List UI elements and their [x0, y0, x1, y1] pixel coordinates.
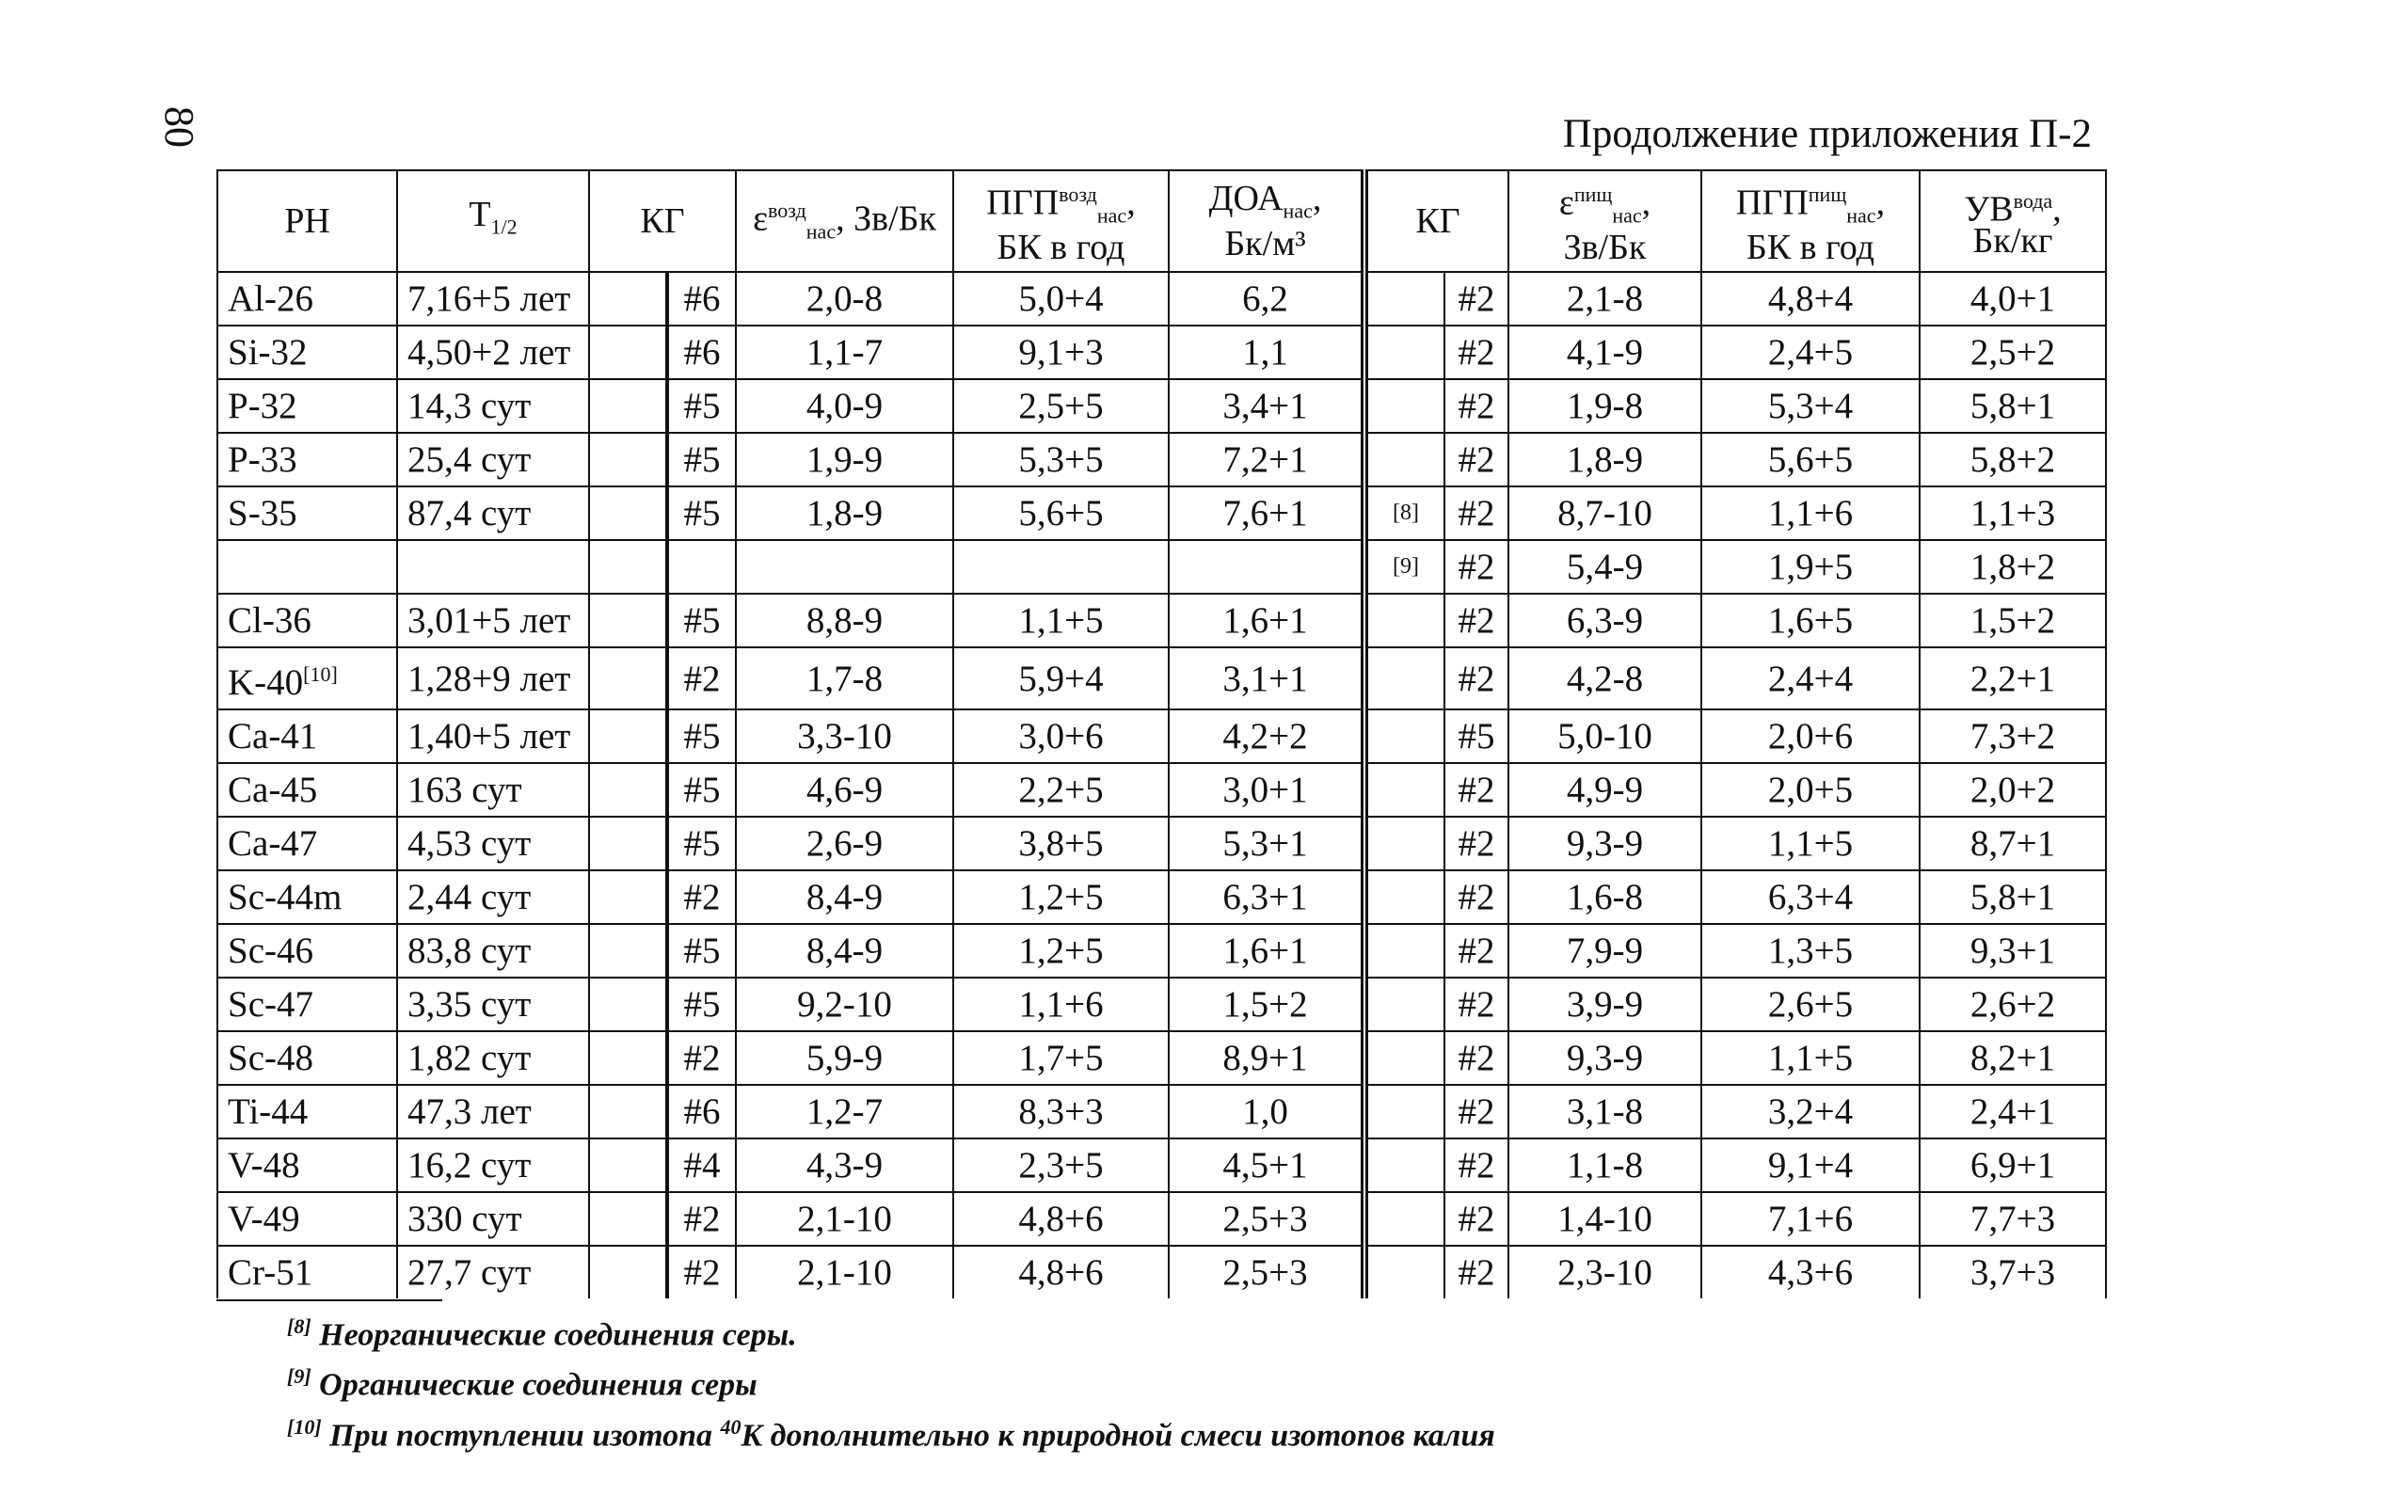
- cell-kg-food: #2: [1444, 763, 1508, 817]
- cell-eps-food: 4,2-8: [1508, 647, 1701, 709]
- cell-eps-food: 8,7-10: [1508, 486, 1701, 540]
- cell-kg-air: #5: [667, 709, 736, 763]
- header-rn: РН: [217, 170, 397, 272]
- cell-eps-food: 3,1-8: [1508, 1085, 1701, 1138]
- cell-kg-air: #2: [667, 1031, 736, 1085]
- cell-kg-air-spacer: [589, 817, 667, 870]
- cell-half-life: 1,82 сут: [397, 1031, 589, 1085]
- cell-pgp-food: 2,0+5: [1701, 763, 1920, 817]
- cell-nuclide: Al-26: [217, 272, 397, 326]
- cell-pgp-air: 4,8+6: [953, 1246, 1169, 1298]
- footnote-8: [8] Неорганические соединения серы.: [287, 1314, 797, 1353]
- table-row: [217, 1138, 2106, 1192]
- cell-half-life: 87,4 сут: [397, 486, 589, 540]
- cell-uv-water: 5,8+1: [1920, 870, 2106, 924]
- cell-half-life: 47,3 лет: [397, 1085, 589, 1138]
- cell-half-life: 83,8 сут: [397, 924, 589, 978]
- cell-pgp-food: 6,3+4: [1701, 870, 1920, 924]
- cell-kg-air-spacer: [589, 540, 667, 594]
- cell-nuclide: V-48: [217, 1138, 397, 1192]
- cell-pgp-food: 2,6+5: [1701, 978, 1920, 1031]
- cell-eps-food: 5,0-10: [1508, 709, 1701, 763]
- cell-uv-water: 1,1+3: [1920, 486, 2106, 540]
- table-row: [217, 1192, 2106, 1246]
- cell-half-life: 27,7 сут: [397, 1246, 589, 1298]
- header-kg-air: КГ: [589, 170, 736, 272]
- cell-doa: 7,2+1: [1169, 433, 1364, 486]
- cell-eps-air: 4,6-9: [736, 763, 953, 817]
- cell-eps-air: 4,0-9: [736, 379, 953, 433]
- table-header-row: [217, 170, 2106, 272]
- cell-kg-air-spacer: [589, 924, 667, 978]
- cell-pgp-air: 5,3+5: [953, 433, 1169, 486]
- cell-doa: 1,5+2: [1169, 978, 1364, 1031]
- cell-pgp-air: 1,1+5: [953, 594, 1169, 647]
- cell-half-life: 16,2 сут: [397, 1138, 589, 1192]
- cell-kg-air: #5: [667, 379, 736, 433]
- cell-eps-air: 9,2-10: [736, 978, 953, 1031]
- cell-eps-air: 1,9-9: [736, 433, 953, 486]
- cell-nuclide: Ca-41: [217, 709, 397, 763]
- cell-note-ref: [9]: [1364, 540, 1444, 594]
- cell-kg-air-spacer: [589, 1192, 667, 1246]
- cell-uv-water: 5,8+2: [1920, 433, 2106, 486]
- cell-half-life: [397, 540, 589, 594]
- cell-pgp-air: 1,2+5: [953, 924, 1169, 978]
- cell-kg-food: #2: [1444, 978, 1508, 1031]
- cell-note-ref: [1364, 1031, 1444, 1085]
- cell-uv-water: 2,6+2: [1920, 978, 2106, 1031]
- cell-pgp-food: 3,2+4: [1701, 1085, 1920, 1138]
- cell-pgp-air: 5,0+4: [953, 272, 1169, 326]
- cell-uv-water: 5,8+1: [1920, 379, 2106, 433]
- cell-eps-food: 6,3-9: [1508, 594, 1701, 647]
- cell-eps-food: 4,1-9: [1508, 326, 1701, 379]
- cell-uv-water: 7,3+2: [1920, 709, 2106, 763]
- cell-note-ref: [1364, 763, 1444, 817]
- cell-kg-air: #2: [667, 870, 736, 924]
- cell-eps-food: 1,4-10: [1508, 1192, 1701, 1246]
- cell-pgp-food: 9,1+4: [1701, 1138, 1920, 1192]
- cell-doa: 4,2+2: [1169, 709, 1364, 763]
- cell-kg-food: #2: [1444, 1085, 1508, 1138]
- cell-pgp-air: 1,7+5: [953, 1031, 1169, 1085]
- cell-pgp-food: 5,6+5: [1701, 433, 1920, 486]
- cell-eps-air: 2,6-9: [736, 817, 953, 870]
- page-caption: Продолжение приложения П-2: [1562, 112, 2092, 156]
- table-row: [217, 924, 2106, 978]
- cell-half-life: 14,3 сут: [397, 379, 589, 433]
- footnote-10: [10] При поступлении изотопа $^{40}$K дополнительно к природной смеси изотопов калия: [287, 1414, 1495, 1453]
- cell-pgp-air: 3,0+6: [953, 709, 1169, 763]
- cell-nuclide: P-33: [217, 433, 397, 486]
- cell-kg-air-spacer: [589, 978, 667, 1031]
- cell-doa: 4,5+1: [1169, 1138, 1364, 1192]
- cell-eps-food: 9,3-9: [1508, 1031, 1701, 1085]
- cell-uv-water: 1,5+2: [1920, 594, 2106, 647]
- cell-pgp-air: 2,3+5: [953, 1138, 1169, 1192]
- cell-nuclide: Sc-47: [217, 978, 397, 1031]
- cell-kg-food: #2: [1444, 540, 1508, 594]
- header-eps-food: $\varepsilon^{пищ}_{нас}$, Зв/Бк: [1508, 170, 1701, 272]
- cell-uv-water: 2,2+1: [1920, 647, 2106, 709]
- cell-eps-air: 8,4-9: [736, 870, 953, 924]
- cell-kg-air: #5: [667, 486, 736, 540]
- cell-doa: 7,6+1: [1169, 486, 1364, 540]
- cell-note-ref: [1364, 1138, 1444, 1192]
- cell-pgp-food: 1,3+5: [1701, 924, 1920, 978]
- footnote-divider: [216, 1299, 442, 1301]
- cell-eps-food: 1,1-8: [1508, 1138, 1701, 1192]
- cell-pgp-food: 5,3+4: [1701, 379, 1920, 433]
- cell-pgp-air: 2,5+5: [953, 379, 1169, 433]
- table-row: [217, 326, 2106, 379]
- cell-kg-food: #2: [1444, 272, 1508, 326]
- cell-eps-air: 2,0-8: [736, 272, 953, 326]
- cell-eps-air: 5,9-9: [736, 1031, 953, 1085]
- cell-note-ref: [1364, 870, 1444, 924]
- cell-pgp-food: 1,1+6: [1701, 486, 1920, 540]
- radionuclide-table: [216, 169, 2107, 1298]
- cell-pgp-air: 5,6+5: [953, 486, 1169, 540]
- cell-pgp-food: 4,3+6: [1701, 1246, 1920, 1298]
- cell-uv-water: 8,2+1: [1920, 1031, 2106, 1085]
- cell-kg-food: #2: [1444, 594, 1508, 647]
- cell-pgp-food: 2,0+6: [1701, 709, 1920, 763]
- cell-pgp-air: 8,3+3: [953, 1085, 1169, 1138]
- cell-eps-air: 8,4-9: [736, 924, 953, 978]
- cell-eps-air: 2,1-10: [736, 1246, 953, 1298]
- cell-uv-water: 8,7+1: [1920, 817, 2106, 870]
- cell-nuclide: Sc-44m: [217, 870, 397, 924]
- cell-kg-food: #5: [1444, 709, 1508, 763]
- cell-note-ref: [1364, 817, 1444, 870]
- header-uv-water: $УВ^{вода}$, Бк/кг: [1920, 170, 2106, 272]
- cell-half-life: 3,35 сут: [397, 978, 589, 1031]
- cell-nuclide: P-32: [217, 379, 397, 433]
- cell-uv-water: 2,4+1: [1920, 1085, 2106, 1138]
- cell-kg-air: #2: [667, 1192, 736, 1246]
- cell-doa: 6,3+1: [1169, 870, 1364, 924]
- cell-doa: 8,9+1: [1169, 1031, 1364, 1085]
- cell-uv-water: 3,7+3: [1920, 1246, 2106, 1298]
- cell-doa: 1,6+1: [1169, 594, 1364, 647]
- cell-pgp-air: 2,2+5: [953, 763, 1169, 817]
- cell-kg-air-spacer: [589, 1246, 667, 1298]
- cell-eps-air: 3,3-10: [736, 709, 953, 763]
- cell-eps-air: 8,8-9: [736, 594, 953, 647]
- cell-kg-air: #4: [667, 1138, 736, 1192]
- cell-pgp-food: 1,9+5: [1701, 540, 1920, 594]
- page-number: 80: [156, 106, 202, 148]
- cell-kg-air: #6: [667, 272, 736, 326]
- cell-kg-air: #5: [667, 433, 736, 486]
- cell-nuclide: Si-32: [217, 326, 397, 379]
- cell-uv-water: 4,0+1: [1920, 272, 2106, 326]
- cell-kg-air: [667, 540, 736, 594]
- cell-eps-food: 1,8-9: [1508, 433, 1701, 486]
- cell-eps-food: 5,4-9: [1508, 540, 1701, 594]
- cell-note-ref: [1364, 272, 1444, 326]
- cell-kg-food: #2: [1444, 1192, 1508, 1246]
- cell-pgp-food: 1,1+5: [1701, 817, 1920, 870]
- table-row: [217, 709, 2106, 763]
- cell-uv-water: 9,3+1: [1920, 924, 2106, 978]
- cell-kg-food: #2: [1444, 1138, 1508, 1192]
- cell-note-ref: [8]: [1364, 486, 1444, 540]
- cell-kg-air: #2: [667, 1246, 736, 1298]
- table-row: [217, 433, 2106, 486]
- cell-kg-food: #2: [1444, 924, 1508, 978]
- cell-half-life: 163 сут: [397, 763, 589, 817]
- table-row: [217, 272, 2106, 326]
- cell-pgp-air: 9,1+3: [953, 326, 1169, 379]
- cell-note-ref: [1364, 709, 1444, 763]
- cell-nuclide: [217, 540, 397, 594]
- cell-kg-air: #5: [667, 763, 736, 817]
- cell-half-life: 3,01+5 лет: [397, 594, 589, 647]
- cell-kg-air: #5: [667, 594, 736, 647]
- table-row: [217, 870, 2106, 924]
- header-pgp-food: $ПГП^{пищ}_{нас}$, БК в год: [1701, 170, 1920, 272]
- cell-half-life: 4,53 сут: [397, 817, 589, 870]
- cell-eps-food: 3,9-9: [1508, 978, 1701, 1031]
- cell-kg-food: #2: [1444, 486, 1508, 540]
- cell-kg-air: #6: [667, 326, 736, 379]
- cell-nuclide: S-35: [217, 486, 397, 540]
- header-doa: $ДОА_{нас}$, Бк/м³: [1169, 170, 1364, 272]
- cell-kg-air: #5: [667, 924, 736, 978]
- cell-pgp-food: 1,1+5: [1701, 1031, 1920, 1085]
- table-row: [217, 763, 2106, 817]
- cell-pgp-food: 4,8+4: [1701, 272, 1920, 326]
- cell-kg-food: #2: [1444, 817, 1508, 870]
- cell-kg-air-spacer: [589, 709, 667, 763]
- cell-doa: 3,1+1: [1169, 647, 1364, 709]
- cell-kg-food: #2: [1444, 647, 1508, 709]
- cell-eps-food: 2,3-10: [1508, 1246, 1701, 1298]
- cell-doa: 1,6+1: [1169, 924, 1364, 978]
- cell-kg-air: #5: [667, 817, 736, 870]
- cell-note-ref: [1364, 433, 1444, 486]
- cell-note-ref: [1364, 379, 1444, 433]
- cell-doa: 3,0+1: [1169, 763, 1364, 817]
- cell-doa: 6,2: [1169, 272, 1364, 326]
- cell-kg-air-spacer: [589, 1031, 667, 1085]
- table-row: [217, 1085, 2106, 1138]
- cell-kg-air-spacer: [589, 433, 667, 486]
- cell-doa: 3,4+1: [1169, 379, 1364, 433]
- cell-doa: 2,5+3: [1169, 1246, 1364, 1298]
- cell-kg-food: #2: [1444, 1246, 1508, 1298]
- cell-eps-food: 7,9-9: [1508, 924, 1701, 978]
- cell-half-life: 1,28+9 лет: [397, 647, 589, 709]
- cell-eps-air: 1,2-7: [736, 1085, 953, 1138]
- cell-doa: [1169, 540, 1364, 594]
- cell-note-ref: [1364, 594, 1444, 647]
- cell-kg-food: #2: [1444, 870, 1508, 924]
- cell-pgp-air: 1,2+5: [953, 870, 1169, 924]
- table-row: [217, 1031, 2106, 1085]
- cell-kg-air-spacer: [589, 272, 667, 326]
- cell-kg-air-spacer: [589, 379, 667, 433]
- cell-eps-food: 1,6-8: [1508, 870, 1701, 924]
- cell-eps-air: 1,7-8: [736, 647, 953, 709]
- cell-kg-food: #2: [1444, 379, 1508, 433]
- cell-note-ref: [1364, 978, 1444, 1031]
- cell-eps-food: 1,9-8: [1508, 379, 1701, 433]
- cell-nuclide: Cl-36: [217, 594, 397, 647]
- table-row: [217, 594, 2106, 647]
- table-row: [217, 817, 2106, 870]
- cell-nuclide: K-40[10]: [217, 647, 397, 709]
- cell-kg-air-spacer: [589, 763, 667, 817]
- cell-eps-food: 4,9-9: [1508, 763, 1701, 817]
- cell-eps-air: 4,3-9: [736, 1138, 953, 1192]
- cell-kg-air-spacer: [589, 1138, 667, 1192]
- cell-kg-air: #2: [667, 647, 736, 709]
- cell-half-life: 7,16+5 лет: [397, 272, 589, 326]
- cell-eps-air: 1,8-9: [736, 486, 953, 540]
- cell-pgp-food: 1,6+5: [1701, 594, 1920, 647]
- table-row: [217, 647, 2106, 709]
- cell-kg-air-spacer: [589, 594, 667, 647]
- cell-uv-water: 2,0+2: [1920, 763, 2106, 817]
- cell-kg-air-spacer: [589, 647, 667, 709]
- header-kg-food: КГ: [1364, 170, 1508, 272]
- cell-doa: 5,3+1: [1169, 817, 1364, 870]
- cell-pgp-air: 3,8+5: [953, 817, 1169, 870]
- cell-pgp-air: [953, 540, 1169, 594]
- table-row: [217, 486, 2106, 540]
- cell-doa: 1,1: [1169, 326, 1364, 379]
- table-body: [217, 272, 2106, 1298]
- cell-pgp-food: 2,4+5: [1701, 326, 1920, 379]
- cell-eps-food: 2,1-8: [1508, 272, 1701, 326]
- header-half-life: $T_{1/2}$: [397, 170, 589, 272]
- cell-pgp-air: 5,9+4: [953, 647, 1169, 709]
- cell-eps-air: 1,1-7: [736, 326, 953, 379]
- footnotes: [287, 1306, 1495, 1456]
- footnote-9: [9] Органические соединения серы: [287, 1364, 757, 1403]
- cell-half-life: 1,40+5 лет: [397, 709, 589, 763]
- cell-note-ref: [1364, 326, 1444, 379]
- cell-kg-air-spacer: [589, 326, 667, 379]
- table-row: [217, 978, 2106, 1031]
- cell-pgp-food: 2,4+4: [1701, 647, 1920, 709]
- cell-pgp-food: 7,1+6: [1701, 1192, 1920, 1246]
- cell-kg-food: #2: [1444, 433, 1508, 486]
- cell-pgp-air: 1,1+6: [953, 978, 1169, 1031]
- cell-note-ref: [1364, 1192, 1444, 1246]
- cell-kg-air-spacer: [589, 870, 667, 924]
- table-row: [217, 1246, 2106, 1298]
- cell-half-life: 4,50+2 лет: [397, 326, 589, 379]
- cell-half-life: 2,44 сут: [397, 870, 589, 924]
- table-row: [217, 540, 2106, 594]
- cell-kg-food: #2: [1444, 326, 1508, 379]
- cell-nuclide: Sc-48: [217, 1031, 397, 1085]
- cell-uv-water: 7,7+3: [1920, 1192, 2106, 1246]
- cell-half-life: 330 сут: [397, 1192, 589, 1246]
- cell-kg-air: #5: [667, 978, 736, 1031]
- cell-uv-water: 2,5+2: [1920, 326, 2106, 379]
- cell-note-ref: [1364, 1246, 1444, 1298]
- cell-doa: 1,0: [1169, 1085, 1364, 1138]
- cell-nuclide: V-49: [217, 1192, 397, 1246]
- cell-kg-air-spacer: [589, 1085, 667, 1138]
- cell-kg-air-spacer: [589, 486, 667, 540]
- cell-note-ref: [1364, 647, 1444, 709]
- cell-nuclide: Cr-51: [217, 1246, 397, 1298]
- cell-note-ref: [1364, 1085, 1444, 1138]
- header-pgp-air: $ПГП^{возд}_{нас}$, БК в год: [953, 170, 1169, 272]
- cell-uv-water: 6,9+1: [1920, 1138, 2106, 1192]
- cell-nuclide: Ca-47: [217, 817, 397, 870]
- cell-eps-air: [736, 540, 953, 594]
- cell-half-life: 25,4 сут: [397, 433, 589, 486]
- cell-kg-food: #2: [1444, 1031, 1508, 1085]
- cell-kg-air: #6: [667, 1085, 736, 1138]
- header-eps-air: $\varepsilon^{возд}_{нас}$, Зв/Бк: [736, 170, 953, 272]
- cell-note-ref: [1364, 924, 1444, 978]
- cell-eps-food: 9,3-9: [1508, 817, 1701, 870]
- cell-uv-water: 1,8+2: [1920, 540, 2106, 594]
- cell-nuclide: Ca-45: [217, 763, 397, 817]
- cell-pgp-air: 4,8+6: [953, 1192, 1169, 1246]
- cell-doa: 2,5+3: [1169, 1192, 1364, 1246]
- cell-nuclide: Sc-46: [217, 924, 397, 978]
- cell-eps-air: 2,1-10: [736, 1192, 953, 1246]
- table-row: [217, 379, 2106, 433]
- cell-nuclide: Ti-44: [217, 1085, 397, 1138]
